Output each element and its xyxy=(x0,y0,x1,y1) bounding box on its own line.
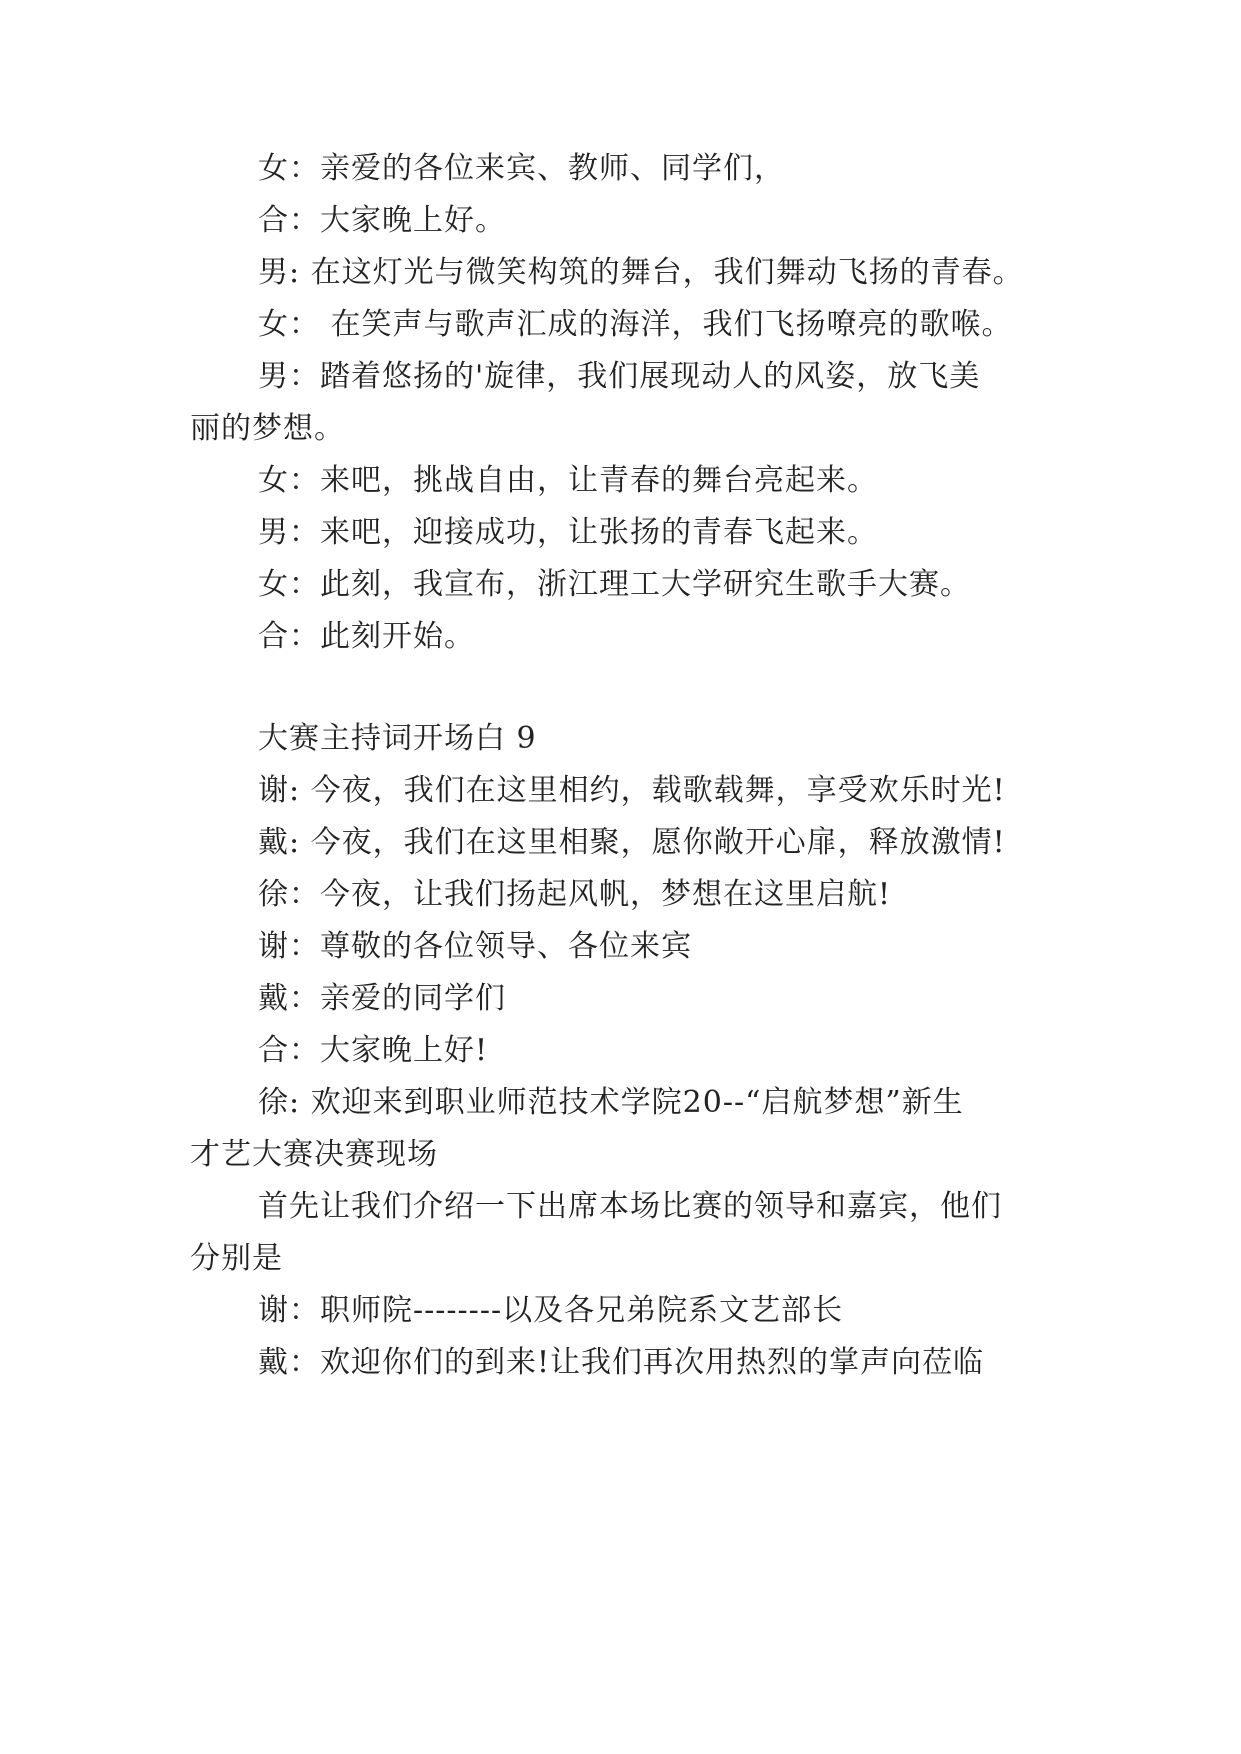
text-line: 丽的梦想。 xyxy=(190,411,345,446)
section-heading: 大赛主持词开场白 9 xyxy=(258,721,537,756)
text-line: 女：来吧，挑战自由，让青春的舞台亮起来。 xyxy=(258,463,878,498)
text-line: 男: 在这灯光与微笑构筑的舞台，我们舞动飞扬的青春。 xyxy=(258,255,1024,290)
text-line: 女： 在笑声与歌声汇成的海洋，我们飞扬嘹亮的歌喉。 xyxy=(258,307,1013,342)
text-line: 合：此刻开始。 xyxy=(258,619,475,654)
text-line: 戴: 今夜，我们在这里相聚，愿你敞开心扉，释放激情! xyxy=(258,825,1006,860)
text-line: 才艺大赛决赛现场 xyxy=(190,1137,438,1172)
text-line: 徐：今夜，让我们扬起风帆，梦想在这里启航! xyxy=(258,877,892,912)
text-line: 分别是 xyxy=(190,1241,283,1276)
text-line: 戴：亲爱的同学们 xyxy=(258,981,506,1016)
text-line: 合：大家晚上好! xyxy=(258,1033,489,1068)
text-line: 谢：尊敬的各位领导、各位来宾 xyxy=(258,929,692,964)
text-line: 男：来吧，迎接成功，让张扬的青春飞起来。 xyxy=(258,515,878,550)
text-line: 徐: 欢迎来到职业师范技术学院20--“启航梦想”新生 xyxy=(258,1085,964,1120)
text-line: 谢：职师院--------以及各兄弟院系文艺部长 xyxy=(258,1293,844,1328)
text-line: 女：亲爱的各位来宾、教师、同学们， xyxy=(258,151,785,186)
text-line: 戴：欢迎你们的到来!让我们再次用热烈的掌声向莅临 xyxy=(258,1345,985,1380)
text-line: 女：此刻，我宣布，浙江理工大学研究生歌手大赛。 xyxy=(258,567,971,602)
text-line: 合：大家晚上好。 xyxy=(258,203,506,238)
text-line: 男：踏着悠扬的'旋律，我们展现动人的风姿，放飞美 xyxy=(258,359,981,394)
text-line: 谢: 今夜，我们在这里相约，载歌载舞，享受欢乐时光! xyxy=(258,773,1006,808)
text-line: 首先让我们介绍一下出席本场比赛的领导和嘉宾，他们 xyxy=(258,1189,1002,1224)
